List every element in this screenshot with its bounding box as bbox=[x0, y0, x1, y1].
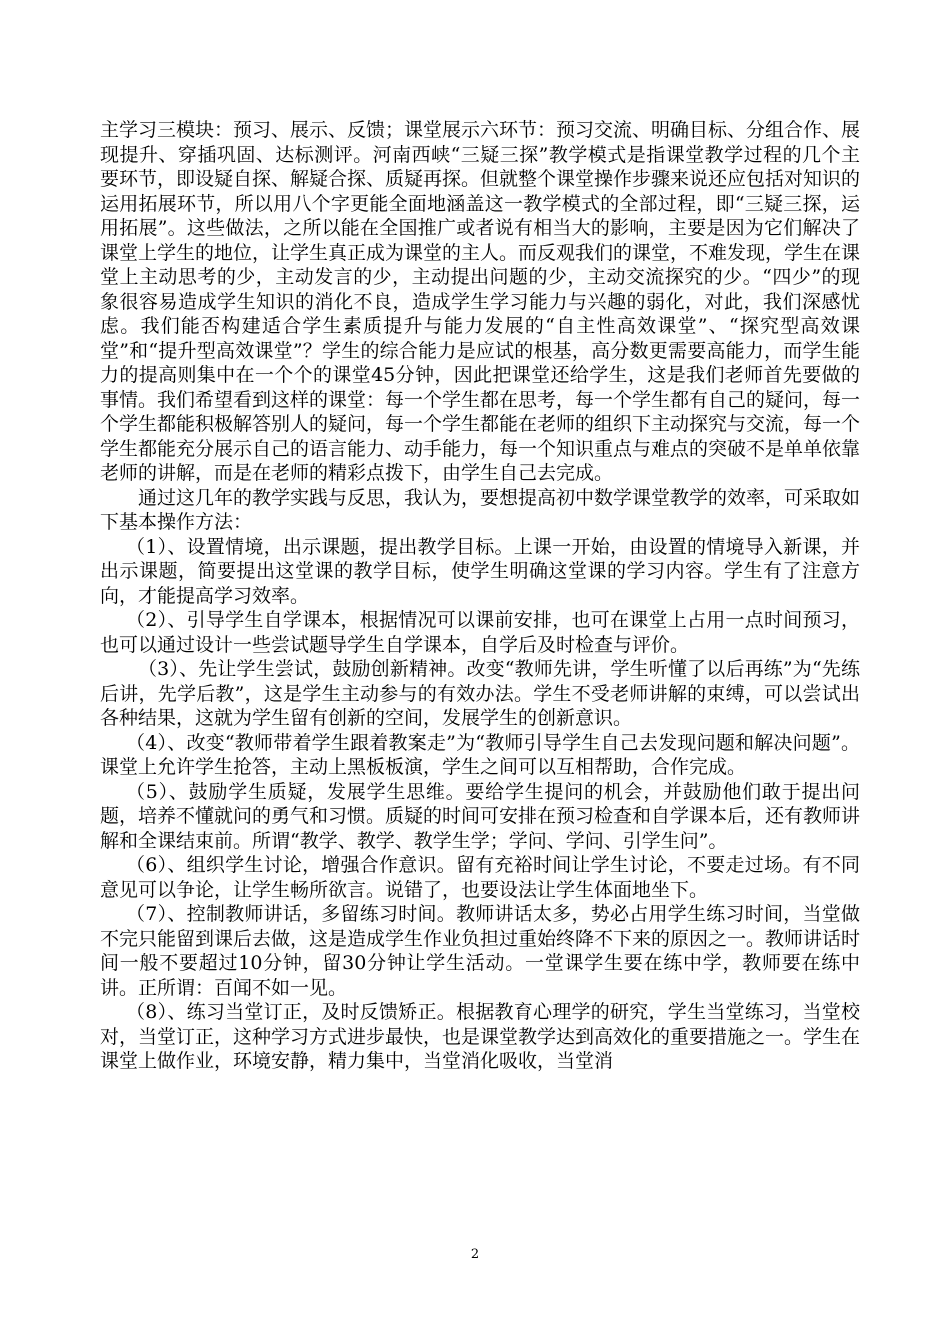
paragraph-method-4: （4）、改变“教师带着学生跟着教案走”为“教师引导学生自己去发现问题和解决问题”。课堂上允许学生抢答，主动上黑板板演，学生之间可以互相帮助，合作完成。 bbox=[100, 731, 860, 778]
paragraph-method-5: （5）、鼓励学生质疑，发展学生思维。要给学生提问的机会，并鼓励他们敢于提出问题，培养不懂就问的勇气和习惯。质疑的时间可安排在预习检查和自学课本后，还有教师讲解和全课结束前。所谓“教学、教学、教学生学；学问、学问、引学生问”。 bbox=[100, 780, 861, 852]
paragraph-method-8: （8）、练习当堂订正，及时反馈矫正。根据教育心理学的研究，学生当堂练习，当堂校对，当堂订正，这种学习方式进步最快，也是课堂教学达到高效化的重要措施之一。学生在课堂上做作业，环境安静，精力集中，当堂消化吸收，当堂消 bbox=[100, 1001, 861, 1072]
paragraph-method-3: （3）、先让学生尝试，鼓励创新精神。改变“教师先讲，学生听懂了以后再练”为“先练后讲，先学后教”，这是学生主动参与的有效办法。学生不受老师讲解的束缚，可以尝试出各种结果，这就为学生留有创新的空间，发展学生的创新意识。 bbox=[100, 658, 860, 729]
document-body bbox=[100, 118, 860, 1074]
paragraph-method-intro: 通过这几年的教学实践与反思，我认为，要想提高初中数学课堂教学的效率，可采取如下基本操作方法： bbox=[100, 486, 861, 533]
paragraph-method-1: （1）、设置情境，出示课题，提出教学目标。上课一开始，由设置的情境导入新课，并出示课题，简要提出这堂课的教学目标，使学生明确这堂课的学习内容。学生有了注意方向，才能提高学习效率。 bbox=[100, 535, 860, 607]
page-number: 2 bbox=[470, 1247, 480, 1262]
paragraph-method-7: （7）、控制教师讲话，多留练习时间。教师讲话太多，势必占用学生练习时间，当堂做不完只能留到课后去做，这是造成学生作业负担过重始终降不下来的原因之一。教师讲话时间一般不要超过10分钟，留30分钟让学生活动。一堂课学生要在练中学，教师要在练中讲。正所谓：百闻不如一见。 bbox=[100, 903, 861, 999]
paragraph-method-2: （2）、引导学生自学课本，根据情况可以课前安排，也可在课堂上占用一点时间预习，也可以通过设计一些尝试题导学生自学课本，自学后及时检查与评价。 bbox=[100, 609, 860, 656]
paragraph-intro-continuation: 主学习三模块：预习、展示、反馈；课堂展示六环节：预习交流、明确目标、分组合作、展现提升、穿插巩固、达标测评。河南西峡“三疑三探”教学模式是指课堂教学过程的几个主要环节，即设疑自探、解疑合探、质疑再探。但就整个课堂操作步骤来说还应包括对知识的运用拓展环节，所以用八个字更能全面地涵盖这一教学模式的全部过程，即“三疑三探，运用拓展”。这些做法，之所以能在全国推广或者说有相当大的影响，主要是因为它们解决了课堂上学生的地位，让学生真正成为课堂的主人。而反观我们的课堂，不难发现，学生在课堂上主动思考的少，主动发言的少，主动提出问题的少，主动交流探究的少。“四少”的现象很容易造成学生知识的消化不良，造成学生学习能力与兴趣的弱化，对此，我们深感忧虑。我们能否构建适合学生素质提升与能力发展的“自主性高效课堂”、“探究型高效课堂”和“提升型高效课堂”？学生的综合能力是应试的根基，高分数更需要高能力，而学生能力的提高则集中在一个个的课堂45分钟，因此把课堂还给学生，这是我们老师首先要做的事情。我们希望看到这样的课堂：每一个学生都在思考，每一个学生都有自己的疑问，每一个学生都能积极解答别人的疑问，每一个学生都能在老师的组织下主动探究与交流，每一个学生都能充分展示自己的语言能力、动手能力，每一个知识重点与难点的突破不是单单依靠老师的讲解，而是在老师的精彩点拨下，由学生自己去完成。 bbox=[100, 119, 861, 484]
paragraph-method-6: （6）、组织学生讨论，增强合作意识。留有充裕时间让学生讨论，不要走过场。有不同意见可以争论，让学生畅所欲言。说错了，也要设法让学生体面地坐下。 bbox=[100, 854, 860, 901]
